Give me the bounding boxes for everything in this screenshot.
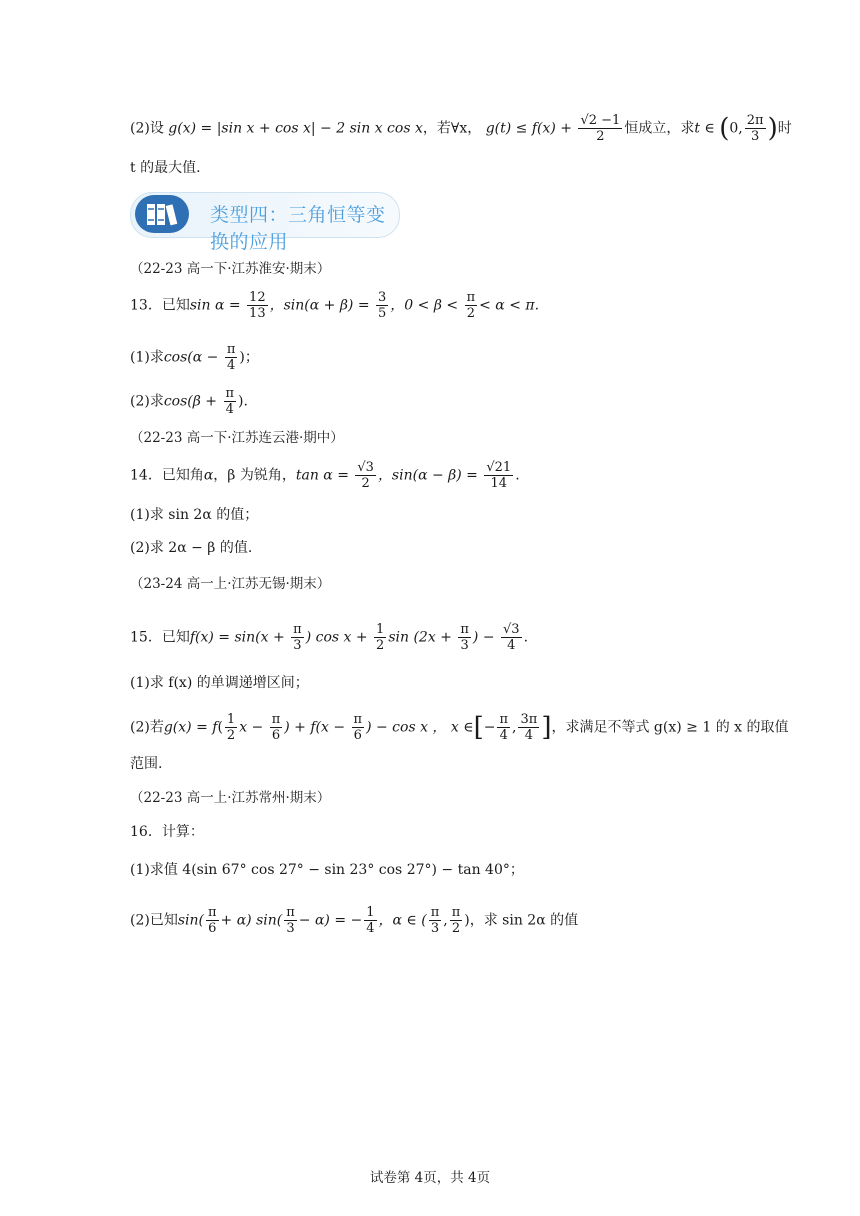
tail-text: 时 [777,120,792,137]
section-banner [130,190,400,253]
q14-part-1: (1)求 sin 2α 的值； [130,507,259,523]
q14-stem: 14．已知角α，β 为锐角，tan α = $\frac{√3}{2}$ ，sin(α − β) = $\frac{√21}{14}$ . [130,460,520,491]
condition-text: 恒成立，求 [624,120,695,137]
g-definition: g(x) = |sin x + cos x| − 2 sin x cos x [168,120,423,137]
q15-stem: 15．已知f(x) = sin(x + $\frac{\pi}{3}$ ) cos x + $\frac{1}{2}$ sin (2x + $\frac{\pi}{3}$ ) − $\frac{√3}{4}$ . [130,622,529,653]
t-membership: t ∈ [694,120,715,137]
q16-part-2: (2)已知sin( $\frac{\pi}{6}$ + α) sin( $\frac{\pi}{3}$ − α) = − $\frac{1}{4}$ ，α ∈ ( $\frac{\pi}{3}$ , $\frac{\pi}{2}$ )，求 sin 2α 的值 [130,905,579,936]
books-icon [135,195,189,233]
condition-text: ，若∀x， [422,120,482,137]
q14-source: （22-23 高一下·江苏连云港·期中） [130,430,344,446]
q15-part-2: (2)若g(x) = f( $\frac{1}{2}$ x − $\frac{\pi}{6}$ ) + f(x − $\frac{\pi}{6}$ ) − cos x ， x ∈[− $\frac{\pi}{4}$ , $\frac{3\pi}{4}$ ]，求满足不等式 g(x) ≥ 1 的 x 的取值 [130,712,789,743]
page-footer: 试卷第 4页，共 4页 [369,1170,491,1186]
q13-source: （22-23 高一下·江苏淮安·期末） [130,261,331,277]
interval-low: 0, [729,120,743,137]
q15-source: （23-24 高一上·江苏无锡·期末） [130,576,331,592]
prev-part-2: (2)设 g(x) = |sin x + cos x| − 2 sin x cos x，若∀x， g(t) ≤ f(x) + $\frac{√2 -1}{2}$ 恒成立，求t ∈ (0, $\frac{2\pi}{3}$ )时 [130,113,792,144]
fraction: $\frac{2\pi}{3}$ [746,113,764,144]
inequality: g(t) ≤ f(x) + [485,120,573,137]
prev-part-2-line2: t 的最大值. [130,160,201,176]
q13-part-1: (1)求cos(α − $\frac{\pi}{4}$ )； [130,342,259,373]
q16-part-1: (1)求值 4(sin 67° cos 27° − sin 23° cos 27°) − tan 40°； [130,862,524,878]
q16-source: （22-23 高一上·江苏常州·期末） [130,790,331,806]
q14-part-2: (2)求 2α − β 的值. [130,540,253,556]
q16-stem: 16．计算： [130,824,204,840]
section-title: 类型四：三角恒等变换的应用 [210,204,386,253]
q13-part-2: (2)求cos(β + $\frac{\pi}{4}$ ). [130,386,248,417]
fraction: $\frac{√2 -1}{2}$ [580,113,621,144]
q15-part-1: (1)求 f(x) 的单调递增区间； [130,675,309,691]
q13-stem: 13．已知sin α = $\frac{12}{13}$ ，sin(α + β) = $\frac{3}{5}$ ，0 < β < $\frac{\pi}{2}$ < α < π. [130,290,540,321]
part-label: (2)设 [130,120,164,137]
q15-part-2-line2: 范围. [130,756,163,772]
